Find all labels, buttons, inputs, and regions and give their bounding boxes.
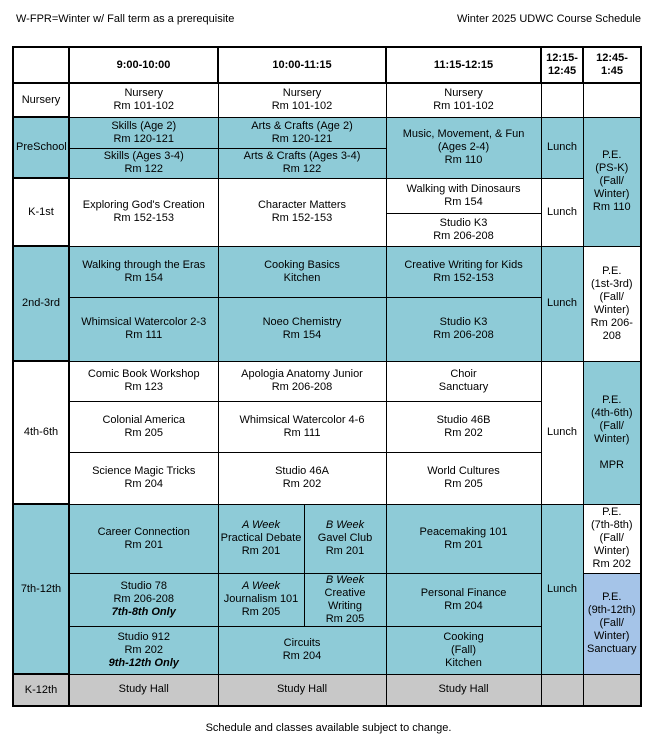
grade-label: K-12th xyxy=(13,674,69,706)
schedule-table xyxy=(12,46,642,707)
time-header: 11:15-12:15 xyxy=(386,47,541,83)
class-cell: Comic Book Workshop Rm 123 xyxy=(69,361,218,401)
pe-cell: P.E. (9th-12th) (Fall/ Winter) Sanctuary xyxy=(583,573,641,674)
lunch-cell xyxy=(541,674,583,706)
class-cell: Studio 78 Rm 206-208 7th-8th Only xyxy=(69,573,218,626)
class-cell: Studio K3 Rm 206-208 xyxy=(386,213,541,246)
legend-note: W-FPR=Winter w/ Fall term as a prerequisite xyxy=(16,13,235,25)
lunch-cell: Lunch xyxy=(541,246,583,361)
lunch-cell xyxy=(541,83,583,117)
grade-label: 4th-6th xyxy=(13,361,69,504)
grade-label: 2nd-3rd xyxy=(13,246,69,361)
class-cell: Personal Finance Rm 204 xyxy=(386,573,541,626)
grade-label: PreSchool xyxy=(13,117,69,178)
schedule-title: Winter 2025 UDWC Course Schedule xyxy=(456,13,641,25)
class-cell: Walking through the Eras Rm 154 xyxy=(69,246,218,297)
class-cell: Study Hall xyxy=(218,674,386,706)
class-cell: Arts & Crafts (Age 2) Rm 120-121 xyxy=(218,117,386,148)
pe-cell: P.E. (7th-8th) (Fall/ Winter) Rm 202 xyxy=(583,504,641,573)
class-cell: Cooking (Fall) Kitchen xyxy=(386,626,541,674)
class-cell: Character Matters Rm 152-153 xyxy=(218,178,386,246)
class-cell: Music, Movement, & Fun (Ages 2-4) Rm 110 xyxy=(386,117,541,178)
footer-note: Schedule and classes available subject to change. xyxy=(205,722,452,734)
class-cell: Whimsical Watercolor 2-3 Rm 111 xyxy=(69,297,218,361)
class-cell: B Week Creative Writing Rm 205 xyxy=(304,573,386,626)
class-cell: Peacemaking 101 Rm 201 xyxy=(386,504,541,573)
class-cell: B Week Gavel Club Rm 201 xyxy=(304,504,386,573)
class-cell: Science Magic Tricks Rm 204 xyxy=(69,452,218,504)
class-cell: Skills (Age 2) Rm 120-121 xyxy=(69,117,218,148)
class-cell: Studio 46B Rm 202 xyxy=(386,401,541,452)
class-cell: Choir Sanctuary xyxy=(386,361,541,401)
class-cell: Noeo Chemistry Rm 154 xyxy=(218,297,386,361)
class-cell: Apologia Anatomy Junior Rm 206-208 xyxy=(218,361,386,401)
pe-cell xyxy=(583,83,641,117)
lunch-cell: Lunch xyxy=(541,117,583,178)
class-cell: Exploring God's Creation Rm 152-153 xyxy=(69,178,218,246)
pe-cell xyxy=(583,674,641,706)
class-cell: World Cultures Rm 205 xyxy=(386,452,541,504)
corner-cell xyxy=(13,47,69,83)
class-cell: Cooking Basics Kitchen xyxy=(218,246,386,297)
class-cell: Circuits Rm 204 xyxy=(218,626,386,674)
lunch-cell: Lunch xyxy=(541,361,583,504)
class-cell: Whimsical Watercolor 4-6 Rm 111 xyxy=(218,401,386,452)
grade-label: K-1st xyxy=(13,178,69,246)
time-header: 9:00-10:00 xyxy=(69,47,218,83)
class-cell: Nursery Rm 101-102 xyxy=(386,83,541,117)
class-cell: Studio 912 Rm 202 9th-12th Only xyxy=(69,626,218,674)
class-cell: Nursery Rm 101-102 xyxy=(69,83,218,117)
time-header: 10:00-11:15 xyxy=(218,47,386,83)
grade-label: Nursery xyxy=(13,83,69,117)
class-cell: Nursery Rm 101-102 xyxy=(218,83,386,117)
class-cell: Study Hall xyxy=(69,674,218,706)
class-cell: Colonial America Rm 205 xyxy=(69,401,218,452)
class-cell: A Week Journalism 101 Rm 205 xyxy=(218,573,304,626)
class-cell: Walking with Dinosaurs Rm 154 xyxy=(386,178,541,213)
class-cell: Skills (Ages 3-4) Rm 122 xyxy=(69,148,218,178)
pe-cell: P.E. (1st-3rd) (Fall/ Winter) Rm 206- 208 xyxy=(583,246,641,361)
class-cell: A Week Practical Debate Rm 201 xyxy=(218,504,304,573)
pe-cell: P.E. (4th-6th) (Fall/ Winter) MPR xyxy=(583,361,641,504)
time-header: 12:45- 1:45 xyxy=(583,47,641,83)
lunch-cell: Lunch xyxy=(541,504,583,674)
class-cell: Studio K3 Rm 206-208 xyxy=(386,297,541,361)
pe-cell: P.E. (PS-K) (Fall/ Winter) Rm 110 xyxy=(583,117,641,246)
class-cell: Career Connection Rm 201 xyxy=(69,504,218,573)
time-header: 12:15- 12:45 xyxy=(541,47,583,83)
class-cell: Studio 46A Rm 202 xyxy=(218,452,386,504)
lunch-cell: Lunch xyxy=(541,178,583,246)
class-cell: Creative Writing for Kids Rm 152-153 xyxy=(386,246,541,297)
class-cell: Study Hall xyxy=(386,674,541,706)
class-cell: Arts & Crafts (Ages 3-4) Rm 122 xyxy=(218,148,386,178)
grade-label: 7th-12th xyxy=(13,504,69,674)
